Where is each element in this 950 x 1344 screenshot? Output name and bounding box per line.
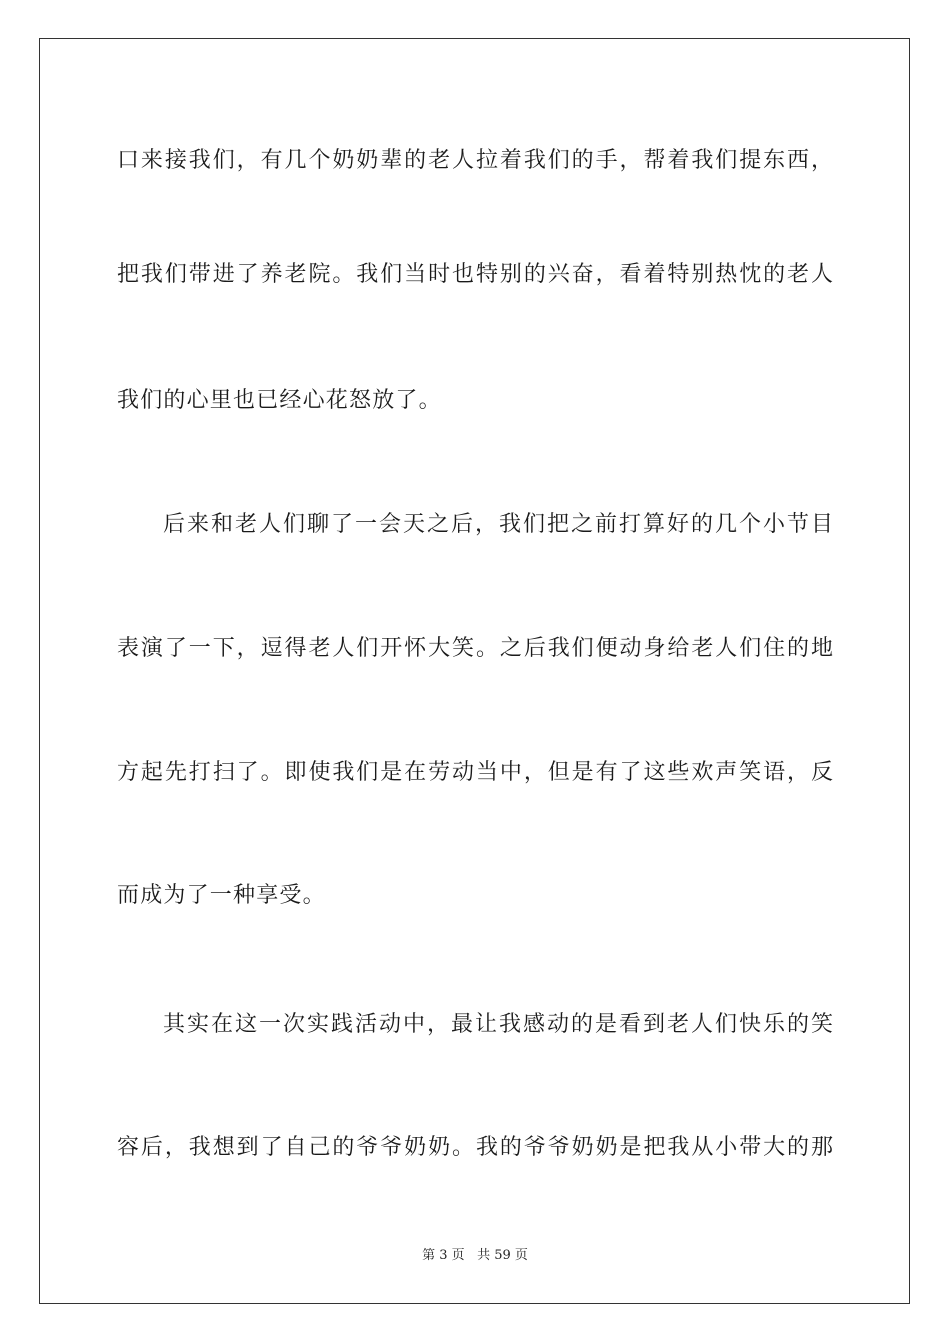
paragraph-start-line: 其实在这一次实践活动中，最让我感动的是看到老人们快乐的笑 [163, 1012, 835, 1037]
page-border [39, 38, 910, 1304]
page-number: 第 3 页 [422, 1248, 465, 1263]
body-text-line: 表演了一下，逗得老人们开怀大笑。之后我们便动身给老人们住的地 [117, 636, 835, 661]
body-text-line: 而成为了一种享受。 [117, 883, 326, 908]
page-footer [0, 1247, 950, 1265]
paragraph-start-line: 后来和老人们聊了一会天之后，我们把之前打算好的几个小节目 [163, 512, 835, 537]
body-text-line: 方起先打扫了。即使我们是在劳动当中，但是有了这些欢声笑语，反 [117, 760, 835, 785]
body-text-line: 我们的心里也已经心花怒放了。 [117, 388, 442, 413]
body-text-line: 口来接我们，有几个奶奶辈的老人拉着我们的手，帮着我们提东西， [117, 148, 835, 173]
body-text-line: 容后，我想到了自己的爷爷奶奶。我的爷爷奶奶是把我从小带大的那 [117, 1135, 835, 1160]
body-text-line: 把我们带进了养老院。我们当时也特别的兴奋，看着特别热忱的老人 [117, 262, 835, 287]
total-pages: 共 59 页 [477, 1248, 528, 1263]
